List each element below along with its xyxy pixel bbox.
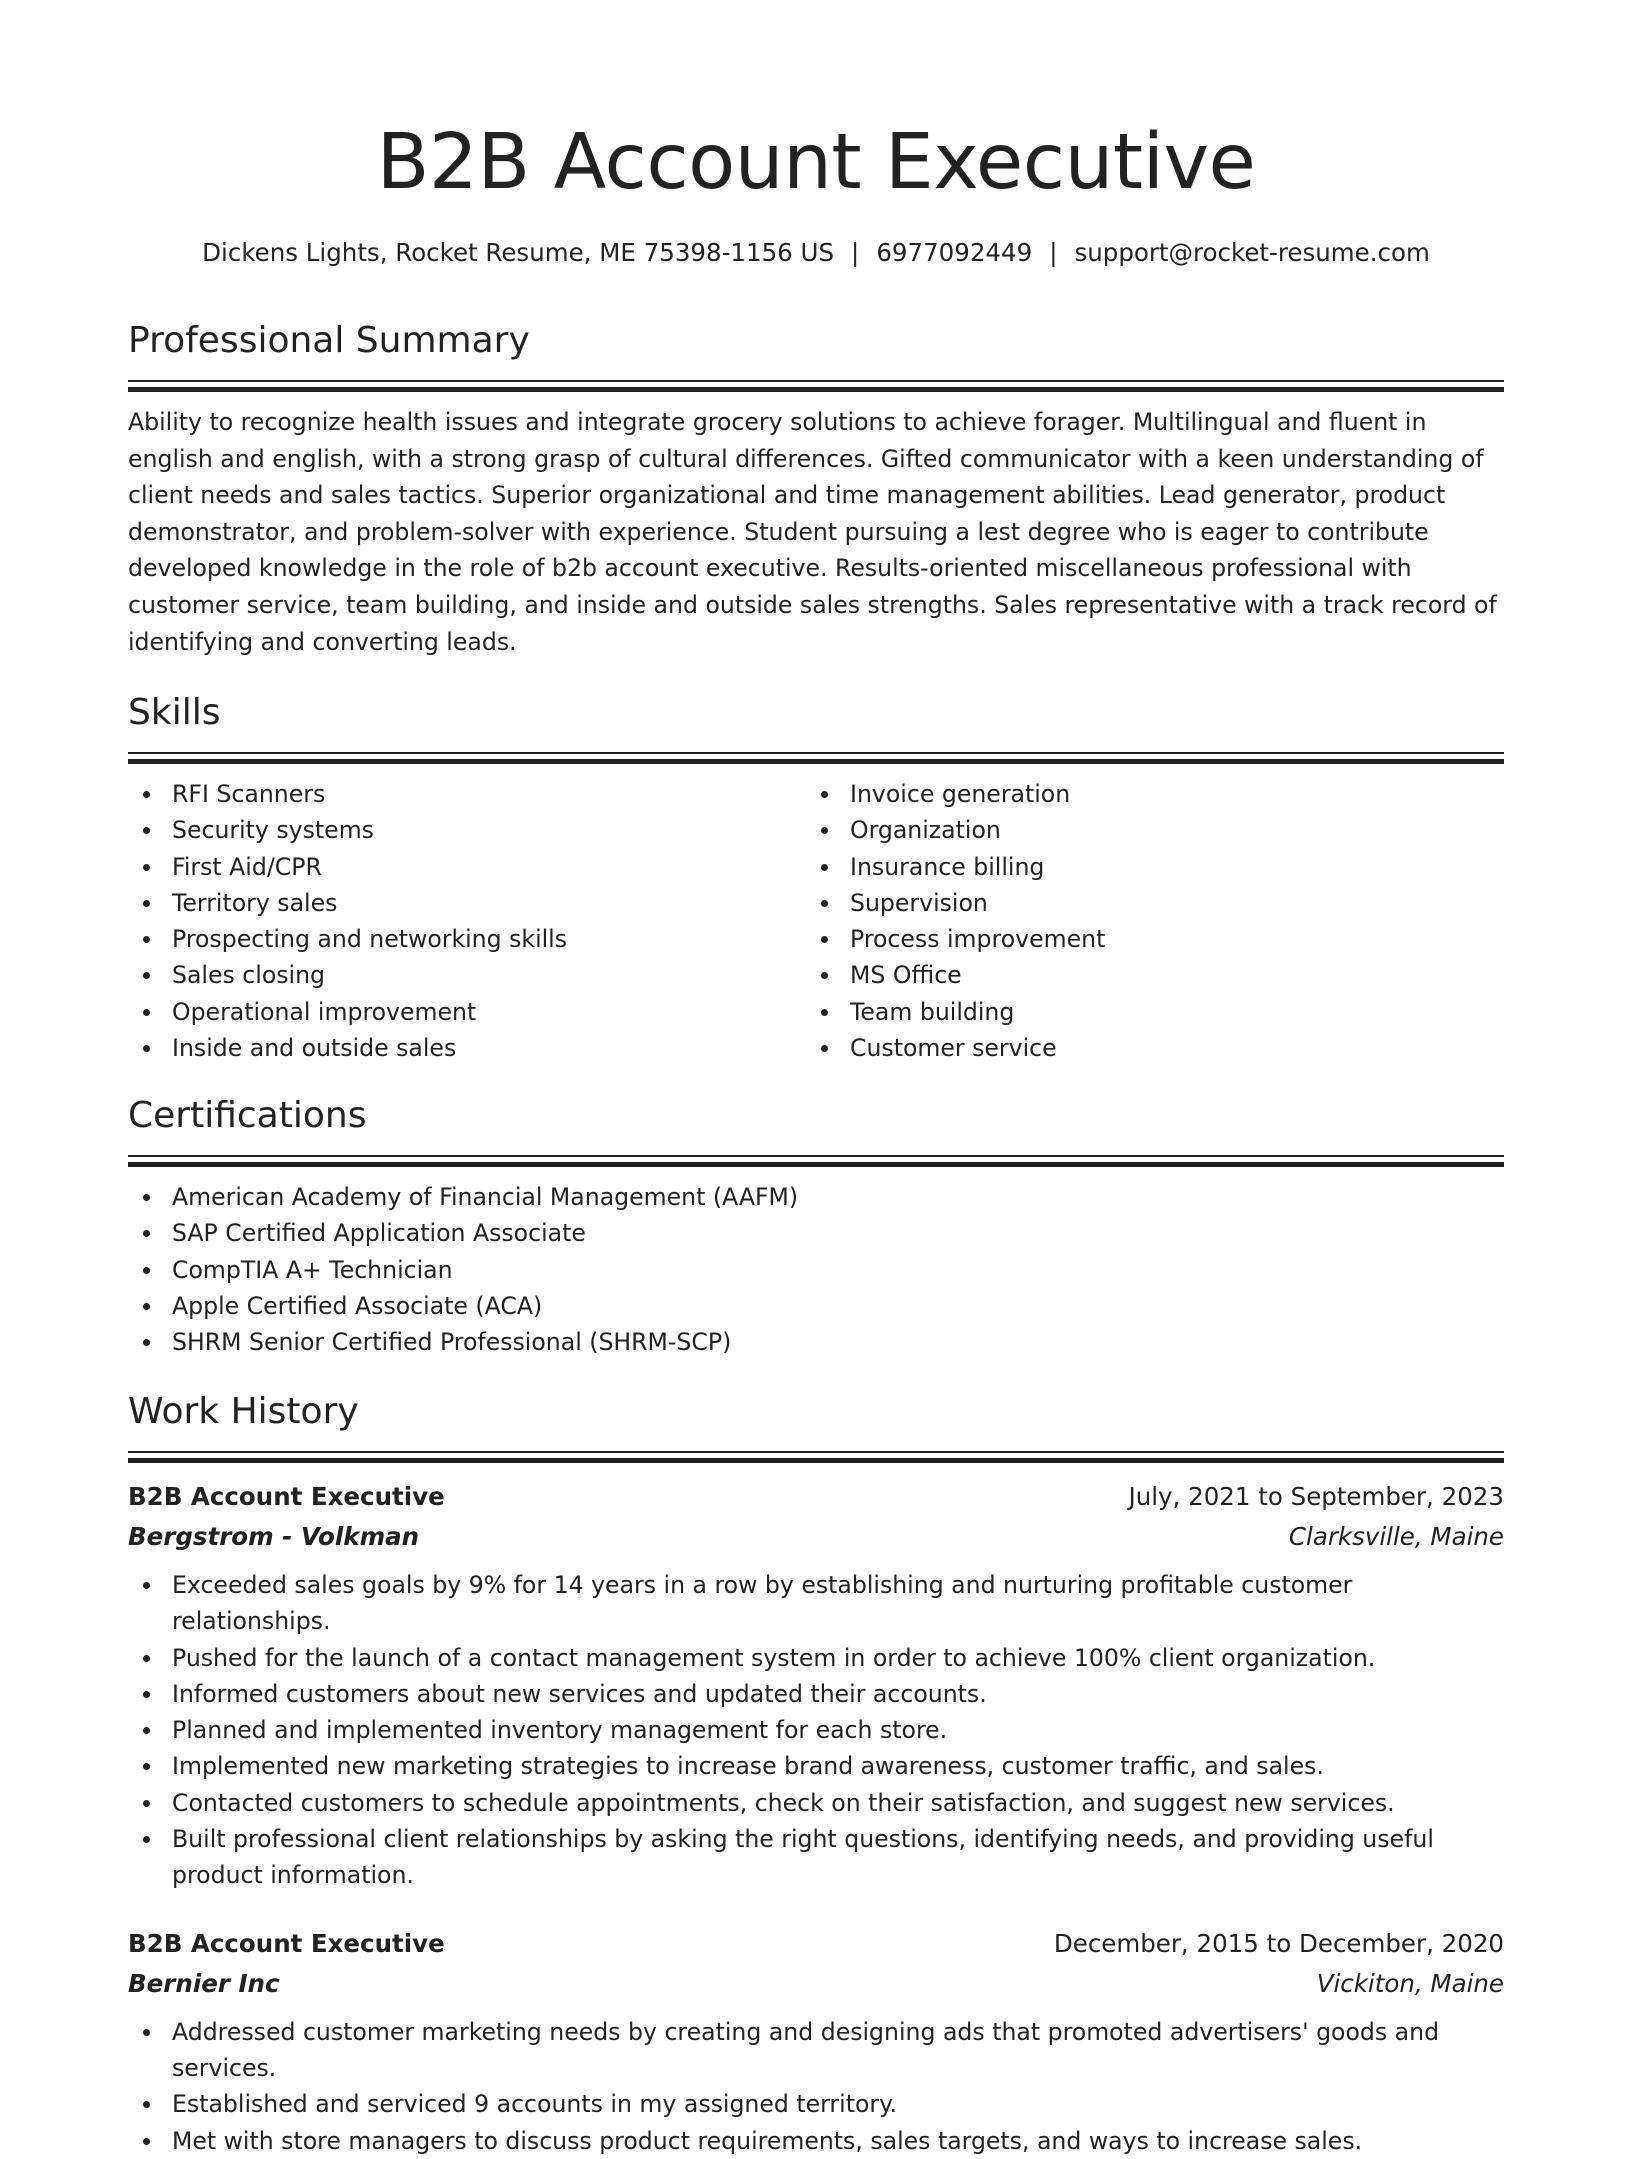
job-location: Clarksville, Maine [1288, 1522, 1504, 1551]
summary-text: Ability to recognize health issues and integrate grocery solutions to achieve forager. Multilingual and fluent in english and english, with a strong grasp of cultural differences. Gifted communicator with a keen understanding of client needs and sales tactics. Superior organizational and time management abilities. Lead generator, product demonstrator, and problem-solver with experience. Student pursuing a lest degree who is eager to contribute developed knowledge in the role of b2b account executive. Results-oriented miscellaneous professional with customer service, team building, and inside and outside sales strengths. Sales representative with a track record of identifying and converting leads. [128, 408, 1497, 656]
skills-columns [128, 776, 1504, 1066]
summary-section [128, 318, 1504, 660]
skill-item: Sales closing [128, 957, 806, 993]
skill-item: Customer service [806, 1030, 1504, 1066]
skill-item: Invoice generation [806, 776, 1504, 812]
contact-separator: | [1049, 238, 1058, 267]
job-title: B2B Account Executive [128, 1482, 445, 1511]
contact-separator: | [851, 238, 860, 267]
skill-item: Team building [806, 994, 1504, 1030]
job-bullet: Built professional client relationships by asking the right questions, identifying needs, and providing useful product information. [128, 1821, 1504, 1894]
job-dates: December, 2015 to December, 2020 [1053, 1928, 1504, 1958]
job-bullet: Met with store managers to discuss product requirements, sales targets, and ways to increase sales. [128, 2123, 1504, 2159]
job-bullets [128, 2014, 1504, 2159]
job-bullet: Addressed customer marketing needs by creating and designing ads that promoted advertisers' goods and services. [128, 2014, 1504, 2087]
skill-item: Process improvement [806, 921, 1504, 957]
job-bullet: Implemented new marketing strategies to increase brand awareness, customer traffic, and sales. [128, 1748, 1504, 1784]
skill-item: Insurance billing [806, 849, 1504, 885]
contact-email: support@rocket-resume.com [1074, 238, 1430, 267]
skill-item: Prospecting and networking skills [128, 921, 806, 957]
skill-item: Supervision [806, 885, 1504, 921]
job-bullet: Established and serviced 9 accounts in my assigned territory. [128, 2086, 1504, 2122]
certification-item: American Academy of Financial Management (AAFM) [128, 1179, 1504, 1215]
skill-item: Territory sales [128, 885, 806, 921]
work-history-heading: Work History [128, 1391, 359, 1432]
skill-item: MS Office [806, 957, 1504, 993]
certifications-heading: Certifications [128, 1095, 367, 1136]
job-bullet: Planned and implemented inventory management for each store. [128, 1712, 1504, 1748]
skills-list-left [128, 776, 806, 1066]
certifications-list [128, 1179, 1504, 1360]
skill-item: RFI Scanners [128, 776, 806, 812]
skill-item: Inside and outside sales [128, 1030, 806, 1066]
certification-item: SAP Certified Application Associate [128, 1215, 1504, 1251]
job-location: Vickiton, Maine [1316, 1968, 1504, 1998]
job-bullet: Informed customers about new services and updated their accounts. [128, 1676, 1504, 1712]
skill-item: Organization [806, 812, 1504, 848]
job-bullet: Exceeded sales goals by 9% for 14 years in a row by establishing and nurturing profitable customer relationships. [128, 1567, 1504, 1640]
work-history-section [128, 1389, 1504, 2159]
certification-item: SHRM Senior Certified Professional (SHRM-SCP) [128, 1324, 1504, 1360]
job-bullet: Contacted customers to schedule appointments, check on their satisfaction, and suggest new services. [128, 1785, 1504, 1821]
job-entry [128, 1477, 1504, 1894]
job-company: Bergstrom - Volkman [128, 1522, 420, 1551]
job-header-row [128, 1477, 1504, 1517]
section-divider [128, 380, 1504, 392]
job-bullet: Pushed for the launch of a contact management system in order to achieve 100% client organization. [128, 1640, 1504, 1676]
skill-item: Security systems [128, 812, 806, 848]
section-divider [128, 1451, 1504, 1463]
certification-item: Apple Certified Associate (ACA) [128, 1288, 1504, 1324]
section-divider [128, 752, 1504, 764]
job-title: B2B Account Executive [128, 1928, 445, 1958]
job-company: Bernier Inc [128, 1968, 280, 1998]
page-title: B2B Account Executive [376, 118, 1256, 207]
skill-item: Operational improvement [128, 994, 806, 1030]
job-bullets [128, 1567, 1504, 1894]
job-company-row [128, 1517, 1504, 1557]
job-dates: July, 2021 to September, 2023 [1128, 1482, 1504, 1511]
certifications-section [128, 1093, 1504, 1360]
contact-phone: 6977092449 [876, 238, 1033, 267]
job-header-row [128, 1924, 1504, 1964]
certification-item: CompTIA A+ Technician [128, 1252, 1504, 1288]
skill-item: First Aid/CPR [128, 849, 806, 885]
summary-heading: Professional Summary [128, 320, 530, 361]
job-entry [128, 1924, 1504, 2159]
skills-section [128, 690, 1504, 1066]
contact-address: Dickens Lights, Rocket Resume, ME 75398-1156 US [202, 238, 835, 267]
section-divider [128, 1155, 1504, 1167]
contact-line [128, 238, 1504, 267]
job-company-row [128, 1964, 1504, 2004]
skills-heading: Skills [128, 692, 221, 733]
skills-list-right [806, 776, 1504, 1066]
